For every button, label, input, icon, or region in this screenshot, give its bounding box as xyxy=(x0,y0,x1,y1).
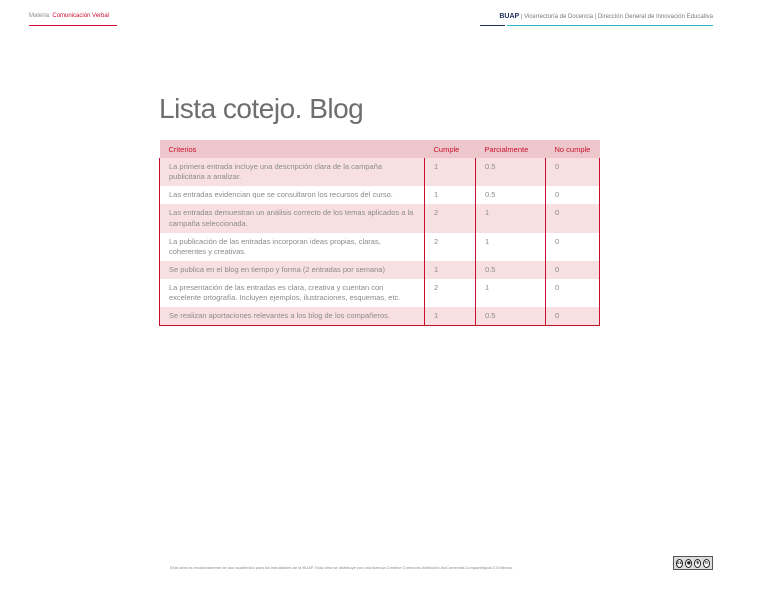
parcialmente-cell: 1 xyxy=(476,279,546,307)
creative-commons-badge[interactable] xyxy=(673,556,713,570)
cumple-cell: 1 xyxy=(425,307,476,326)
table-row xyxy=(160,261,600,279)
table-row xyxy=(160,307,600,326)
license-notice: Esta obra es exclusivamente de uso académico para los estudiantes de la BUAP. Esta obra se distribuye con una licencia Creative Commons Atribución-NoComercial-CompartirIgual 2.5 México. xyxy=(170,565,514,570)
by-icon: ● xyxy=(686,560,691,566)
table-header-row xyxy=(160,140,600,158)
cumple-cell: 2 xyxy=(425,204,476,232)
subject-label-prefix: Materia: xyxy=(29,13,51,19)
subject-name: Comunicación Verbal xyxy=(52,13,110,19)
header-cumple: Cumple xyxy=(425,140,476,158)
parcialmente-cell: 0.5 xyxy=(476,261,546,279)
criterion-cell: Las entradas demuestran un análisis correcto de los temas aplicados a la campaña seleccionada. xyxy=(160,204,425,232)
cc-icon: cc xyxy=(677,560,683,566)
no-cumple-cell: 0 xyxy=(546,186,600,204)
criterion-cell: La presentación de las entradas es clara, creativa y cuentan con excelente ortografía. Incluyen ejemplos, ilustraciones, esquemas, etc. xyxy=(160,279,425,307)
no-cumple-cell: 0 xyxy=(546,158,600,186)
criterion-cell: Las entradas evidencian que se consultaron los recursos del curso. xyxy=(160,186,425,204)
institution-header xyxy=(499,13,713,20)
cumple-cell: 2 xyxy=(425,279,476,307)
sa-icon: ↻ xyxy=(704,560,709,566)
table-row xyxy=(160,204,600,232)
subject-label xyxy=(29,13,109,19)
institution-underline xyxy=(507,25,713,26)
no-cumple-cell: 0 xyxy=(546,261,600,279)
criterion-cell: La publicación de las entradas incorporan ideas propias, claras, coherentes y creativas. xyxy=(160,233,425,261)
parcialmente-cell: 1 xyxy=(476,233,546,261)
no-cumple-cell: 0 xyxy=(546,279,600,307)
no-cumple-cell: 0 xyxy=(546,233,600,261)
subject-underline xyxy=(29,25,117,26)
parcialmente-cell: 0.5 xyxy=(476,158,546,186)
table-row xyxy=(160,279,600,307)
cumple-cell: 2 xyxy=(425,233,476,261)
header-no-cumple: No cumple xyxy=(546,140,600,158)
criterion-cell: Se publica en el blog en tiempo y forma (2 entradas por semana) xyxy=(160,261,425,279)
cumple-cell: 1 xyxy=(425,158,476,186)
page-title: Lista cotejo. Blog xyxy=(159,93,364,124)
criterion-cell: La primera entrada incluye una descripción clara de la campaña publicitaria a analizar. xyxy=(160,158,425,186)
table-row xyxy=(160,186,600,204)
no-cumple-cell: 0 xyxy=(546,204,600,232)
cumple-cell: 1 xyxy=(425,261,476,279)
cumple-cell: 1 xyxy=(425,186,476,204)
criterion-cell: Se realizan aportaciones relevantes a los blog de los compañeros. xyxy=(160,307,425,326)
no-cumple-cell: 0 xyxy=(546,307,600,326)
parcialmente-cell: 0.5 xyxy=(476,307,546,326)
table-row xyxy=(160,158,600,186)
table-row xyxy=(160,233,600,261)
checklist-table xyxy=(159,140,600,326)
institution-name: | Vicerrectoría de Docencia | Dirección General de Innovación Educativa xyxy=(520,14,713,20)
nc-icon: $ xyxy=(696,560,700,566)
parcialmente-cell: 0.5 xyxy=(476,186,546,204)
brand-underline xyxy=(480,25,505,26)
buap-logo: BUAP xyxy=(499,13,520,20)
header-parcialmente: Parcialmente xyxy=(476,140,546,158)
header-criterios: Criterios xyxy=(160,140,425,158)
parcialmente-cell: 1 xyxy=(476,204,546,232)
